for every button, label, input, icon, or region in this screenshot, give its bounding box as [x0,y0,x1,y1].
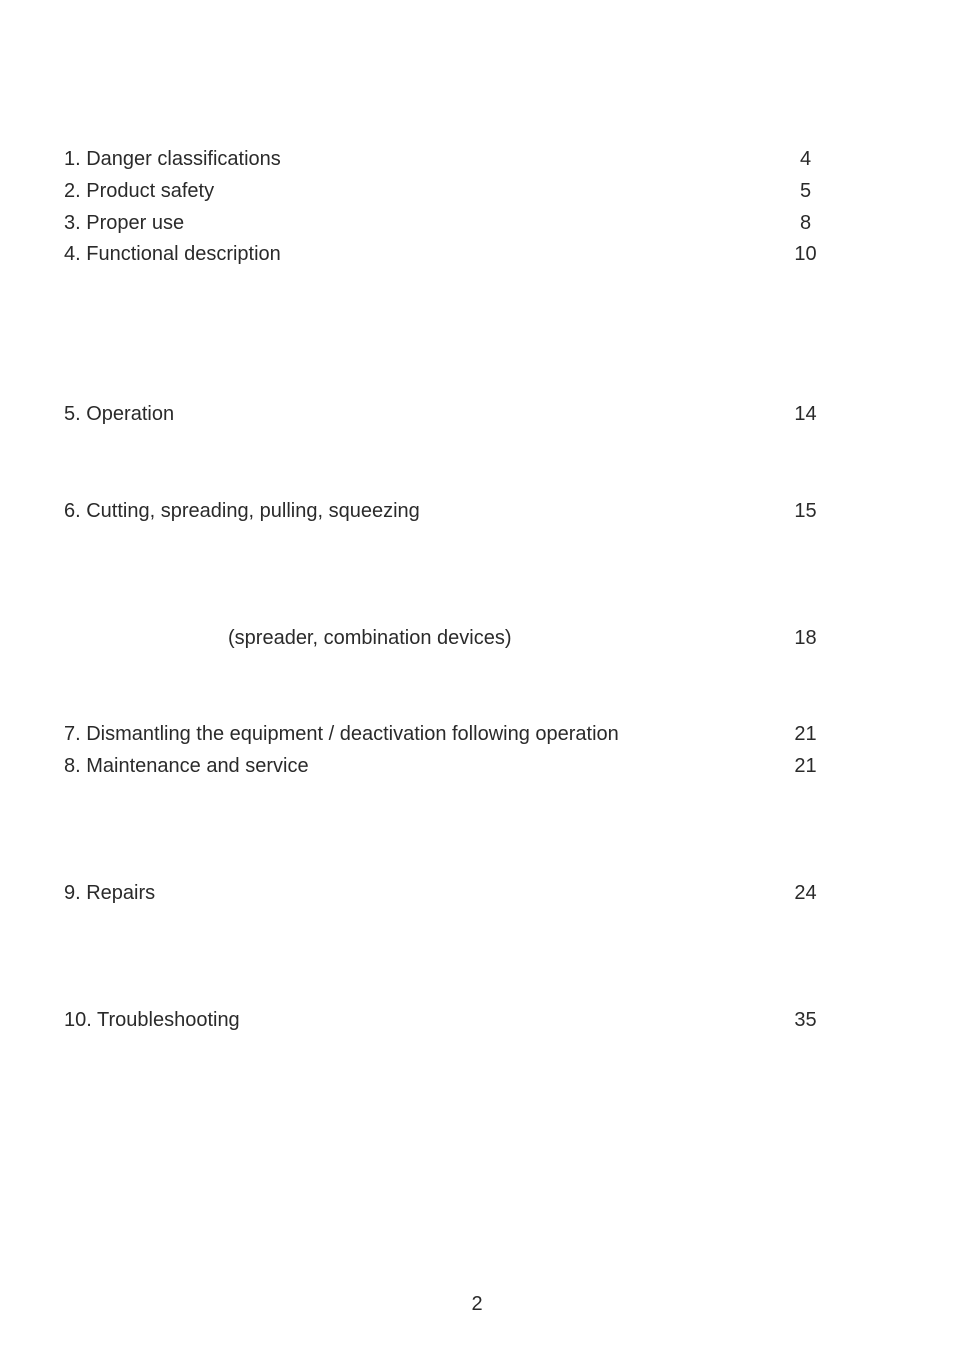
toc-entry-title: 7. Dismantling the equipment / deactivation following operation [64,723,619,745]
toc-entry-page: 5 [799,180,812,202]
toc-entry-title: 10. Troubleshooting [64,1009,240,1031]
toc-entry-page: 4 [799,148,812,170]
toc-entry [64,722,824,746]
toc-entry-page: 14 [794,403,817,425]
toc-entry [64,147,824,171]
toc-entry-title: 5. Operation [64,403,175,425]
toc-entry [64,626,824,650]
toc-entry [64,211,824,235]
toc-entry [64,1008,824,1032]
toc-entry-title: 1. Danger classifications [64,148,281,170]
toc-entry-page: 18 [794,627,817,649]
toc-entry-title: 4. Functional description [64,243,281,265]
toc-entry-title: 6. Cutting, spreading, pulling, squeezing [64,500,420,522]
toc-entry-page: 15 [794,500,817,522]
toc-entry [64,402,824,426]
toc-entry [64,242,824,266]
toc-entry [64,499,824,523]
toc-entry-page: 35 [794,1009,817,1031]
toc-entry-page: 24 [794,882,817,904]
toc-entry [64,754,824,778]
toc-entry-title: 9. Repairs [64,882,156,904]
toc-entry-title: 8. Maintenance and service [64,755,309,777]
toc-entry-title: 2. Product safety [64,180,215,202]
toc-entry-page: 8 [799,212,812,234]
toc-entry-title: (spreader, combination devices) [228,627,512,649]
toc-entry [64,179,824,203]
toc-entry-title: 3. Proper use [64,212,185,234]
toc-entry-page: 10 [794,243,817,265]
page-number: 2 [471,1293,483,1315]
toc-entry [64,881,824,905]
toc-entry-page: 21 [794,723,817,745]
toc-entry-page: 21 [794,755,817,777]
